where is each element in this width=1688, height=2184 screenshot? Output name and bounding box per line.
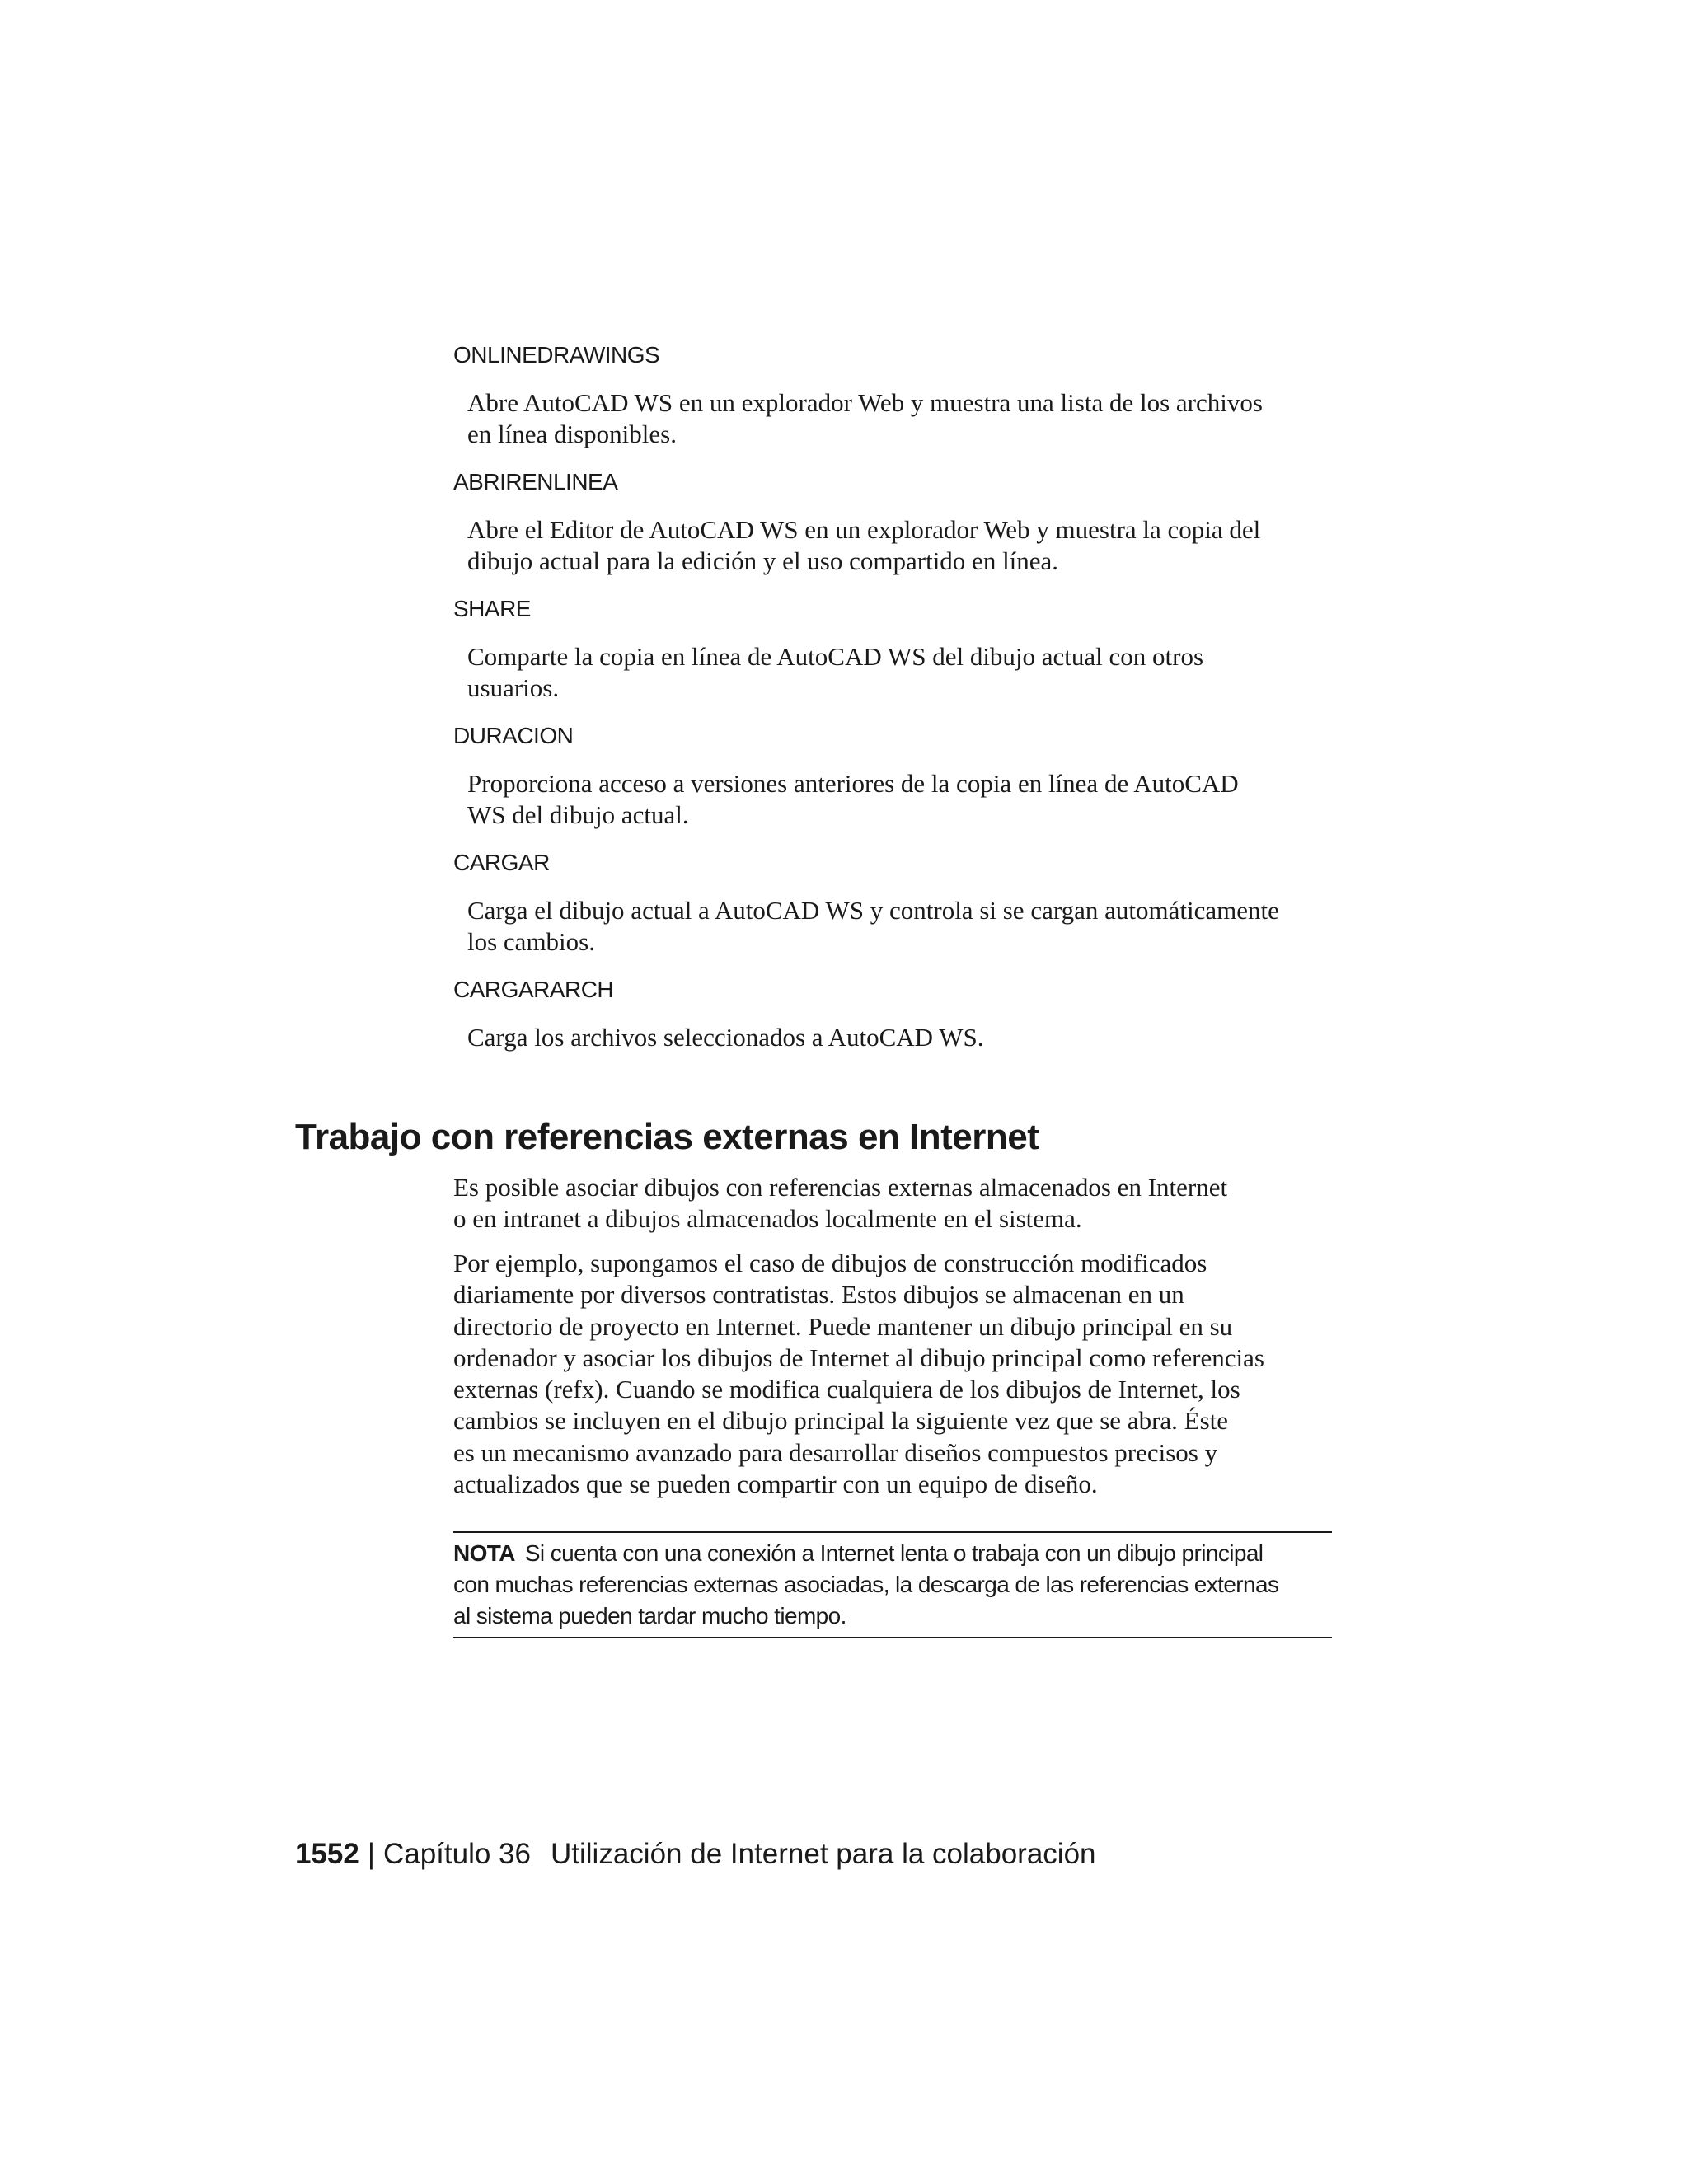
note-box	[453, 1531, 1332, 1638]
description-line: WS del dibujo actual.	[467, 800, 689, 829]
term-name: SHARE	[453, 596, 531, 621]
description-line: Carga el dibujo actual a AutoCAD WS y controla si se cargan automáticamente	[467, 896, 1279, 925]
term-description	[467, 641, 1341, 704]
chapter-label: Capítulo 36	[382, 1838, 531, 1870]
description-line: Abre AutoCAD WS en un explorador Web y muestra una lista de los archivos	[467, 388, 1263, 417]
body-paragraph	[453, 1248, 1327, 1500]
paragraph-line: Por ejemplo, supongamos el caso de dibujos de construcción modificados	[453, 1249, 1207, 1277]
body-paragraph	[453, 1172, 1327, 1235]
description-line: Comparte la copia en línea de AutoCAD WS del dibujo actual con otros	[467, 642, 1204, 671]
note-line: Si cuenta con una conexión a Internet lenta o trabaja con un dibujo principal	[524, 1540, 1264, 1566]
chapter-title: Utilización de Internet para la colaboración	[551, 1838, 1096, 1870]
note-line: con muchas referencias externas asociadas, la descarga de las referencias externas	[453, 1572, 1279, 1597]
description-line: Abre el Editor de AutoCAD WS en un explorador Web y muestra la copia del	[467, 515, 1261, 544]
page-footer	[295, 1836, 1096, 1872]
term-description	[467, 514, 1341, 577]
description-line: Carga los archivos seleccionados a AutoCAD WS.	[467, 1023, 984, 1052]
note-label: NOTA	[453, 1540, 515, 1566]
note-text	[453, 1538, 1332, 1632]
paragraph-line: es un mecanismo avanzado para desarrollar diseños compuestos precisos y	[453, 1437, 1218, 1467]
term-description	[467, 1022, 1341, 1053]
description-line: los cambios.	[467, 927, 595, 956]
description-line: dibujo actual para la edición y el uso compartido en línea.	[467, 546, 1059, 575]
paragraph-line: actualizados que se pueden compartir con un equipo de diseño.	[453, 1469, 1098, 1499]
term-name: DURACION	[453, 723, 574, 748]
description-line: en línea disponibles.	[467, 419, 677, 448]
term-name: CARGAR	[453, 850, 550, 875]
term-description	[467, 895, 1341, 958]
term-name: ABRIRENLINEA	[453, 469, 618, 494]
paragraph-line: ordenador y asociar los dibujos de Internet al dibujo principal como referencias	[453, 1343, 1264, 1372]
description-line: Proporciona acceso a versiones anteriores de la copia en línea de AutoCAD	[467, 769, 1239, 798]
note-line: al sistema pueden tardar mucho tiempo.	[453, 1603, 846, 1629]
footer-separator: |	[367, 1838, 375, 1870]
term-description	[467, 768, 1341, 831]
paragraph-line: o en intranet a dibujos almacenados localmente en el sistema.	[453, 1204, 1082, 1234]
page-number: 1552	[295, 1838, 359, 1870]
term-description	[467, 387, 1341, 450]
description-line: usuarios.	[467, 673, 560, 702]
term-name: CARGARARCH	[453, 977, 614, 1002]
paragraph-line: Es posible asociar dibujos con referencias externas almacenados en Internet	[453, 1173, 1228, 1202]
paragraph-line: cambios se incluyen en el dibujo principal la siguiente vez que se abra. Éste	[453, 1406, 1229, 1436]
paragraph-line: diariamente por diversos contratistas. Estos dibujos se almacenan en un	[453, 1280, 1184, 1310]
paragraph-line: directorio de proyecto en Internet. Puede mantener un dibujo principal en su	[453, 1311, 1233, 1341]
term-name: ONLINEDRAWINGS	[453, 342, 660, 368]
paragraph-line: externas (refx). Cuando se modifica cualquiera de los dibujos de Internet, los	[453, 1375, 1240, 1404]
section-heading: Trabajo con referencias externas en Internet	[295, 1117, 1039, 1157]
